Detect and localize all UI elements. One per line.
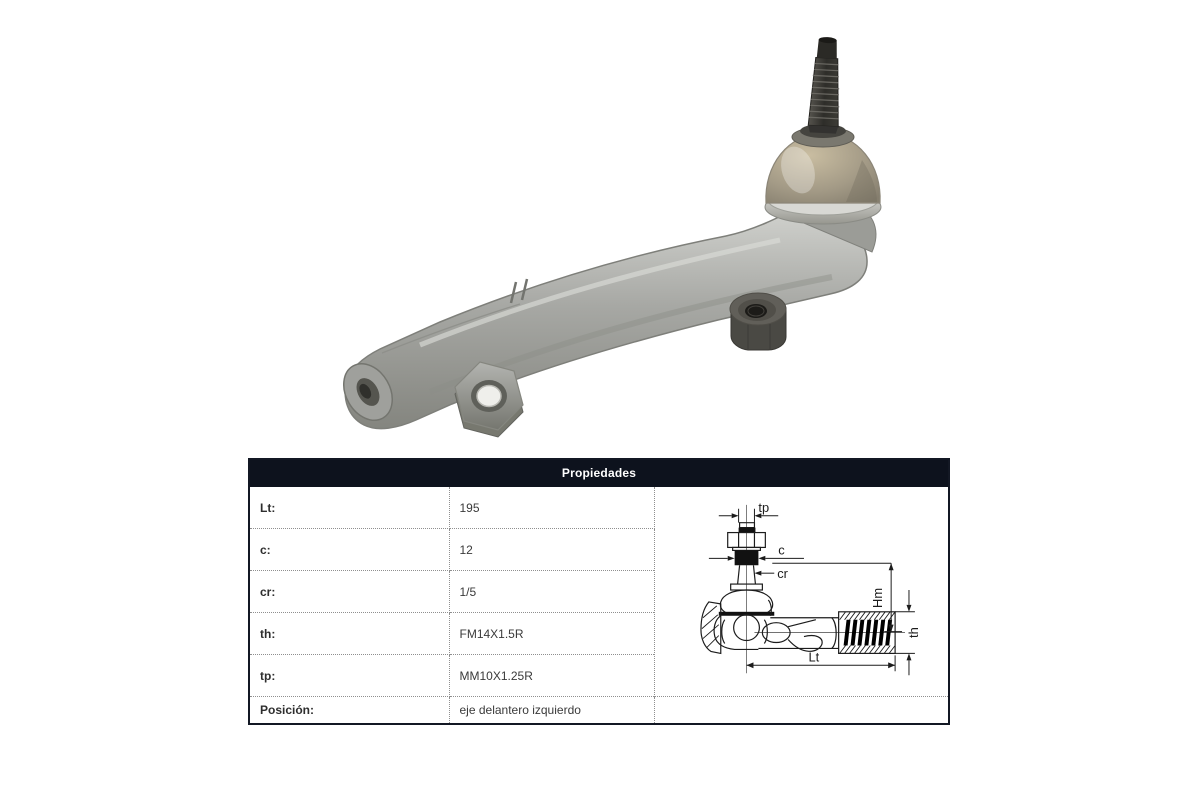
property-value-lt: 195: [449, 487, 654, 529]
diagram-label-lt: Lt: [808, 649, 819, 665]
dimension-diagram-cell: [654, 487, 949, 697]
diagram-label-th: th: [905, 627, 921, 638]
property-value-posicion: eje delantero izquierdo: [449, 697, 654, 725]
property-label-c: c:: [249, 529, 449, 571]
table-row: [249, 487, 949, 529]
rod-arm: [334, 206, 867, 429]
table-title: Propiedades: [249, 459, 949, 487]
property-label-tp: tp:: [249, 655, 449, 697]
diagram-label-c: c: [777, 542, 785, 558]
property-value-tp: MM10X1.25R: [449, 655, 654, 697]
empty-cell: [654, 697, 949, 725]
threaded-stud: [808, 36, 843, 133]
property-value-c: 12: [449, 529, 654, 571]
property-label-cr: cr:: [249, 571, 449, 613]
property-label-lt: Lt:: [249, 487, 449, 529]
table-row: [249, 697, 949, 725]
property-value-cr: 1/5: [449, 571, 654, 613]
diagram-label-hm: Hm: [869, 587, 885, 608]
property-value-th: FM14X1.5R: [449, 613, 654, 655]
dimension-diagram: [655, 487, 948, 696]
diagram-label-tp: tp: [758, 499, 769, 515]
lock-nut-dark: [730, 293, 786, 350]
property-label-posicion: Posición:: [249, 697, 449, 725]
properties-table: [248, 458, 950, 725]
property-label-th: th:: [249, 613, 449, 655]
diagram-label-cr: cr: [776, 566, 788, 582]
